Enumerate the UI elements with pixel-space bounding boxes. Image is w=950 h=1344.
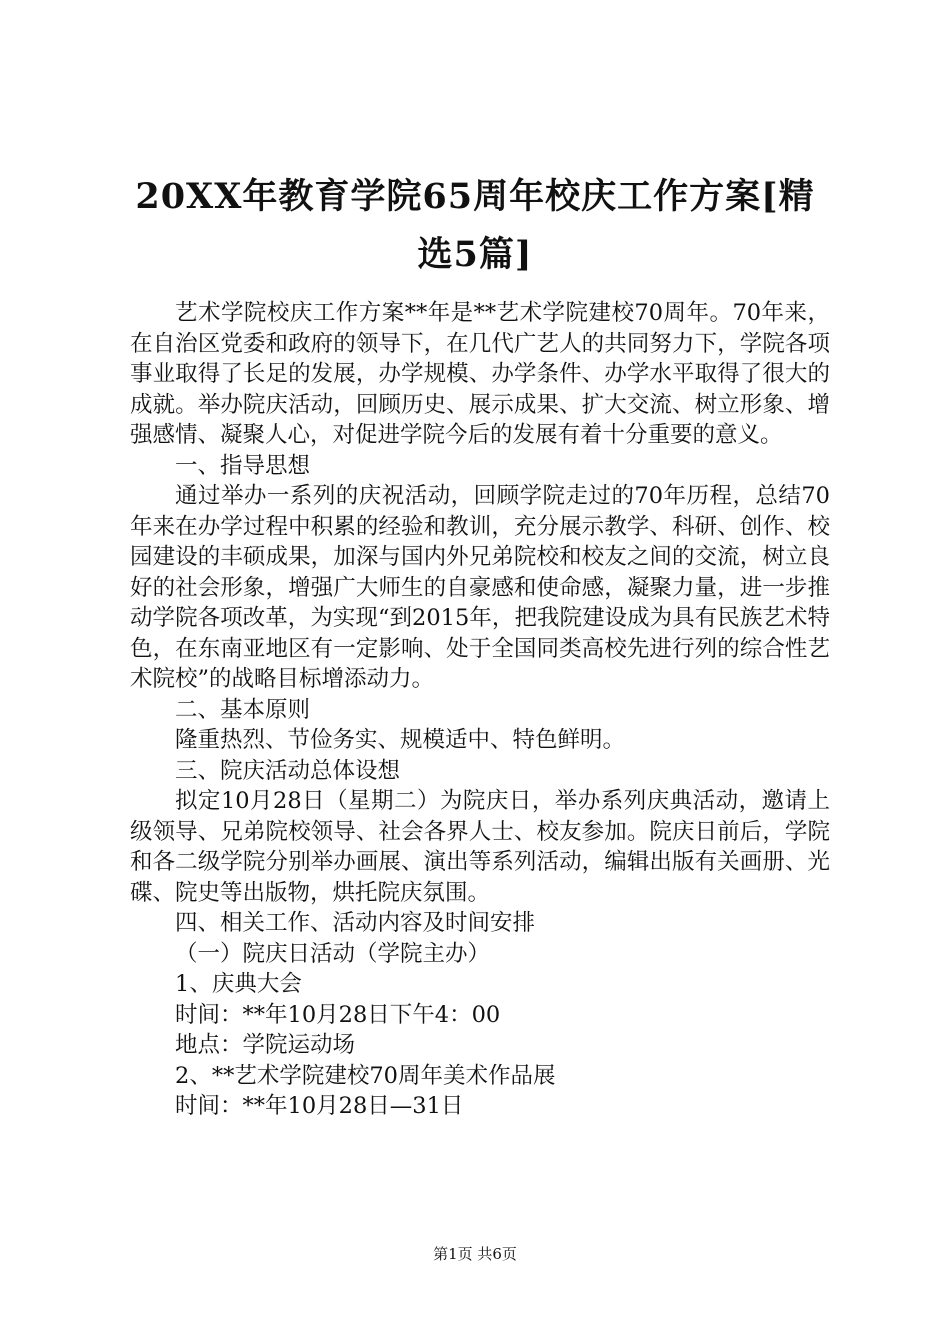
paragraph-overall-plan: 拟定10月28日（星期二）为院庆日，举办系列庆典活动，邀请上级领导、兄弟院校领导、社会各界人士、校友参加。院庆日前后，学院和各二级学院分别举办画展、演出等系列活动，编辑出版有关画册、光碟、院史等出版物，烘托院庆氛围。 (130, 788, 830, 906)
heading-overall-plan: 三、院庆活动总体设想 (175, 757, 401, 784)
ceremony-time: 时间：**年10月28日下午4：00 (175, 1001, 501, 1028)
paragraph-intro: 艺术学院校庆工作方案**年是**艺术学院建校70周年。70年来，在自治区党委和政府的领导下，在几代广艺人的共同努力下，学院各项事业取得了长足的发展，办学规模、办学条件、办学水平取得了很大的成就。举办院庆活动，回顾历史、展示成果、扩大交流、树立形象、增强感情、凝聚人心，对促进学院今后的发展有着十分重要的意义。 (130, 300, 830, 448)
subheading-anniversary-day: （一）院庆日活动（学院主办） (175, 940, 491, 967)
list-item-ceremony: 1、庆典大会 (175, 971, 302, 997)
document-body (130, 298, 830, 1122)
heading-basic-principles: 二、基本原则 (175, 696, 311, 723)
paragraph-guiding-ideology: 通过举办一系列的庆祝活动，回顾学院走过的70年历程，总结70年来在办学过程中积累的经验和教训，充分展示教学、科研、创作、校园建设的丰硕成果，加深与国内外兄弟院校和校友之间的交流，树立良好的社会形象，增强广大师生的自豪感和使命感，凝聚力量，进一步推动学院各项改革，为实现“到2015年，把我院建设成为具有民族艺术特色，在东南亚地区有一定影响、处于全国同类高校先进行列的综合性艺术院校”的战略目标增添动力。 (130, 483, 830, 692)
heading-guiding-ideology: 一、指导思想 (175, 452, 311, 479)
exhibition-time: 时间：**年10月28日—31日 (175, 1093, 464, 1119)
document-title: 20XX年教育学院65周年校庆工作方案[精选5篇] (135, 176, 815, 275)
heading-work-schedule: 四、相关工作、活动内容及时间安排 (175, 910, 536, 936)
page-footer: 第1页 共6页 (433, 1245, 517, 1263)
list-item-art-exhibition: 2、**艺术学院建校70周年美术作品展 (175, 1062, 556, 1089)
ceremony-location: 地点：学院运动场 (175, 1032, 356, 1058)
paragraph-basic-principles: 隆重热烈、节俭务实、规模适中、特色鲜明。 (175, 727, 626, 753)
